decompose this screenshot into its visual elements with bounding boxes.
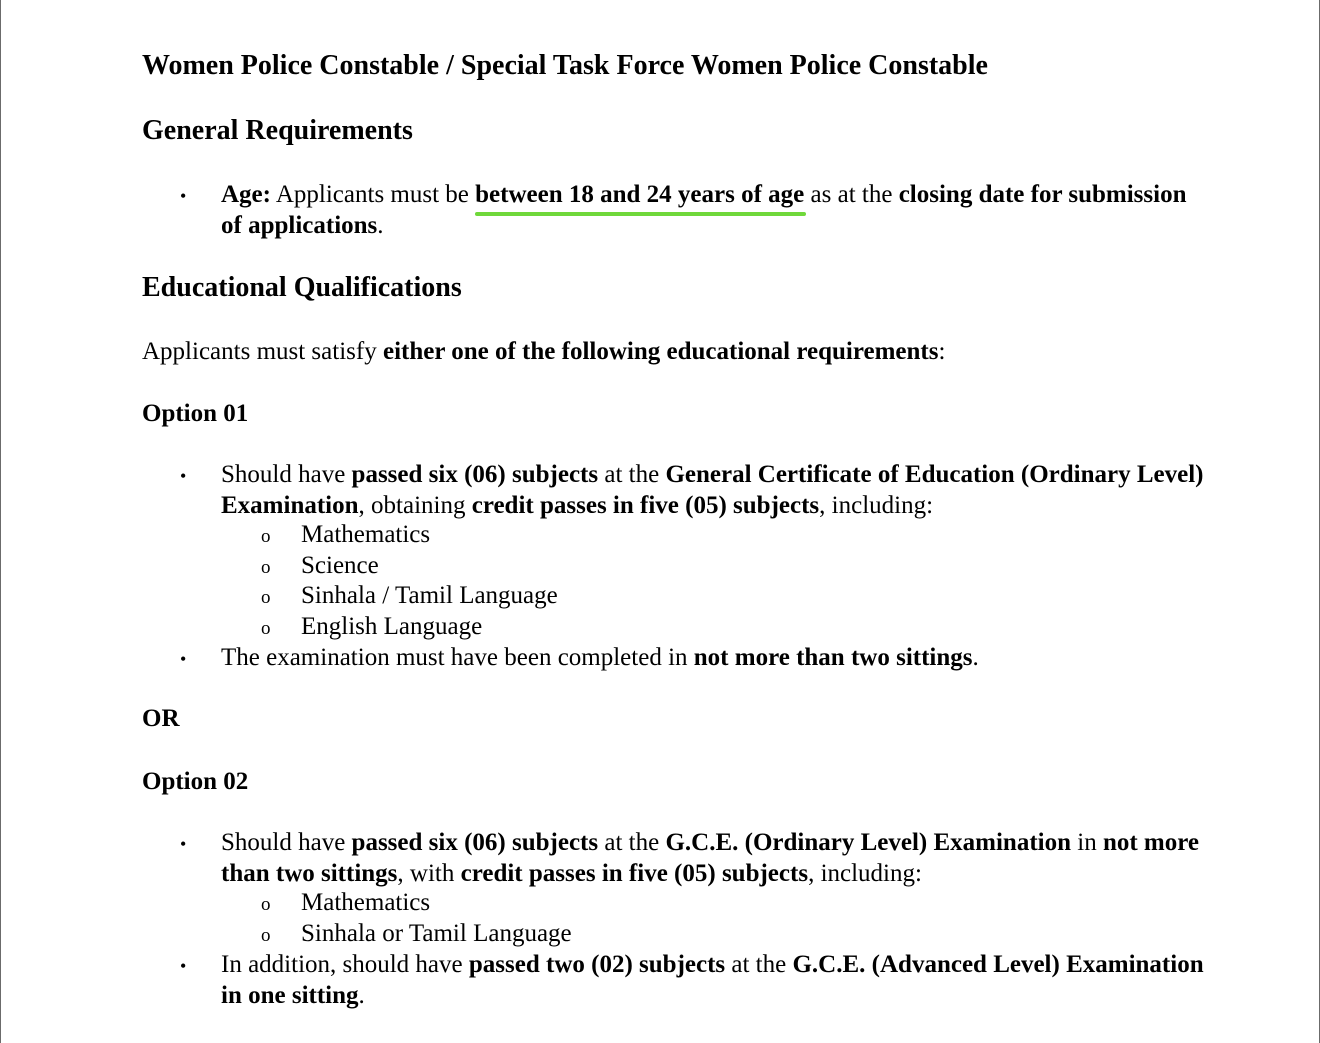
- sub-bullet-marker: o: [261, 894, 271, 915]
- bullet-marker: •: [180, 649, 187, 669]
- age-requirement-item: Age: Applicants must be between 18 and 24 years of age as at the closing date for submission of applications.: [221, 181, 1187, 239]
- bullet-marker: •: [180, 186, 187, 206]
- sub-bullet-marker: o: [261, 556, 271, 578]
- subject-list-item: Sinhala / Tamil Language: [301, 582, 558, 609]
- sub-bullet-marker: o: [261, 924, 271, 946]
- document-title: Women Police Constable / Special Task Force Women Police Constable: [142, 50, 988, 81]
- section-heading-educational-qualifications: Educational Qualifications: [142, 272, 462, 303]
- subject-list-item: Sinhala or Tamil Language: [301, 919, 572, 947]
- subject-list-item: English Language: [301, 612, 483, 640]
- age-label: Age:: [221, 181, 271, 208]
- option-02-requirement-item: Should have passed six (06) subjects at the G.C.E. (Ordinary Level) Examination in not more than two sittings, with credit passes in five (05) subjects, including:: [221, 829, 1199, 887]
- option-02-heading: Option 02: [142, 768, 249, 795]
- or-separator: OR: [142, 705, 180, 732]
- bullet-marker: •: [180, 834, 187, 854]
- education-intro: Applicants must satisfy either one of the following educational requirements:: [142, 338, 946, 365]
- section-heading-general-requirements: General Requirements: [142, 115, 413, 146]
- bullet-marker: •: [180, 466, 187, 486]
- option-01-heading: Option 01: [142, 400, 249, 427]
- option-01-requirement-item: Should have passed six (06) subjects at the General Certificate of Education (Ordinary Level) Examination, obtaining credit passes in five (05) subjects, including:: [221, 461, 1204, 519]
- subject-list-item: Mathematics: [301, 889, 431, 916]
- option-01-sittings-item: The examination must have been completed in not more than two sittings.: [221, 644, 979, 671]
- highlighted-age-range: between 18 and 24 years of age: [475, 179, 804, 210]
- sub-bullet-marker: o: [261, 526, 271, 547]
- subject-list-item: Mathematics: [301, 521, 431, 548]
- sub-bullet-marker: o: [261, 587, 271, 608]
- green-highlight-underline: [475, 212, 806, 216]
- sub-bullet-marker: o: [261, 617, 271, 639]
- subject-list-item: Science: [301, 551, 379, 579]
- bullet-marker: •: [180, 956, 187, 976]
- option-02-advanced-level-item: In addition, should have passed two (02) subjects at the G.C.E. (Advanced Level) Examination in one sitting.: [221, 951, 1204, 1009]
